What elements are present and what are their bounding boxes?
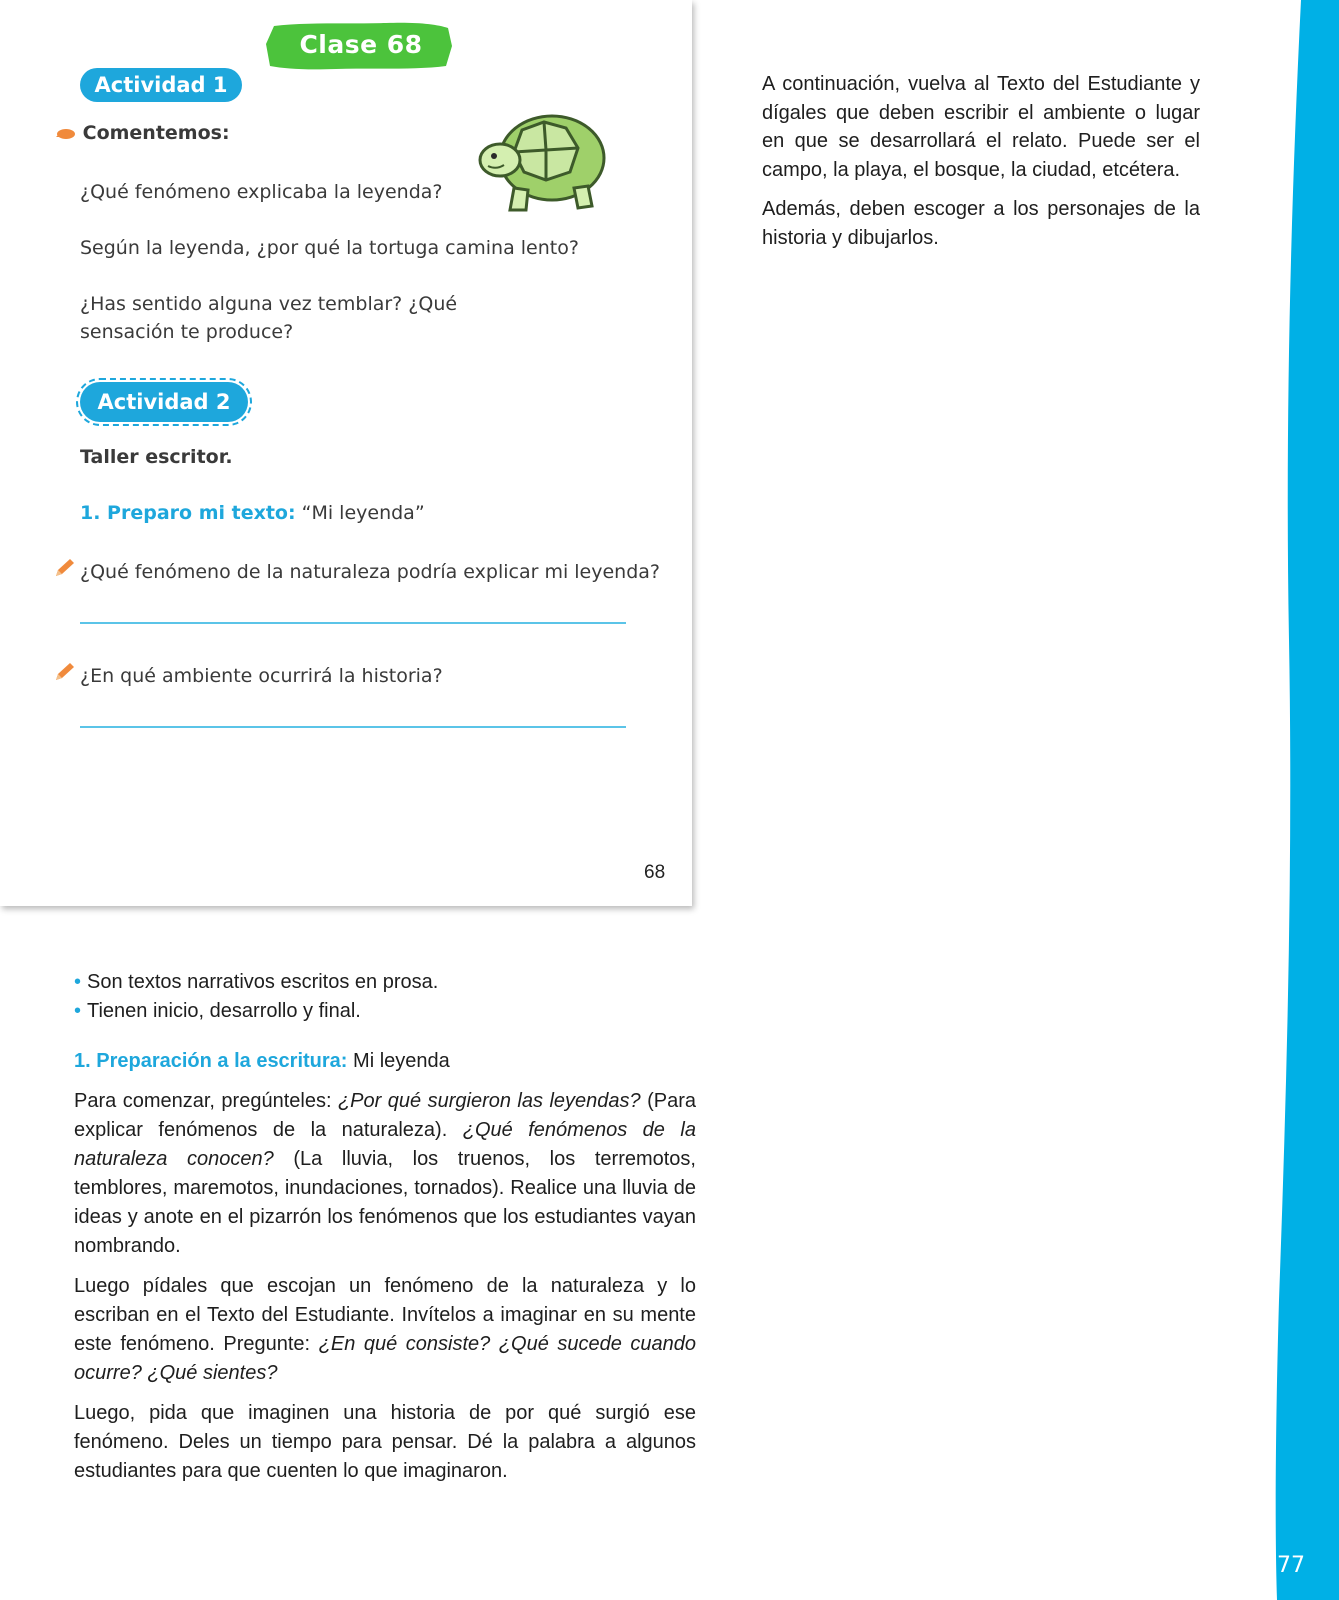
clase-banner xyxy=(266,20,456,72)
preparo-number: 1. Preparo mi texto: xyxy=(80,502,296,524)
pencil-icon xyxy=(52,556,76,580)
side-color-band xyxy=(1239,0,1339,1600)
clase-label: Clase 68 xyxy=(299,30,423,59)
lower-column-text xyxy=(74,968,696,1497)
preparo-title: “Mi leyenda” xyxy=(301,502,425,524)
speech-bubble-icon xyxy=(52,127,76,141)
question-3: ¿Has sentido alguna vez temblar? ¿Qué sensación te produce? xyxy=(80,293,458,343)
section-heading xyxy=(74,1047,696,1076)
student-page-thumbnail xyxy=(0,0,692,906)
taller-heading: Taller escritor. xyxy=(80,446,233,468)
page-number: 277 xyxy=(1263,1553,1305,1578)
student-page-number: 68 xyxy=(644,862,666,883)
paragraph-1: Para comenzar, pregúnteles: ¿Por qué surgieron las leyendas? (Para explicar fenómenos de la naturaleza). ¿Qué fenómenos de la naturaleza conocen? (La lluvia, los truenos, los terremotos, temblores, maremotos, inundaciones, tornados). Realice una lluvia de ideas y anote en el pizarrón los fenómenos que los estudiantes vayan nombrando. xyxy=(74,1090,697,1257)
right-paragraph-1: A continuación, vuelva al Texto del Estudiante y dígales que deben escribir el ambiente o lugar en que se desarrollará el relato. Puede ser el campo, la playa, el bosque, la ciudad, etcétera. xyxy=(762,73,1200,181)
paragraph-3: Luego, pida que imaginen una historia de por qué surgió ese fenómeno. Deles un tiempo para pensar. Dé la palabra a algunos estudiantes para que cuenten lo que imaginaron. xyxy=(74,1402,696,1482)
question-5: ¿En qué ambiente ocurrirá la historia? xyxy=(80,665,443,687)
answer-line-1 xyxy=(80,622,626,624)
section-number: 1. Preparación a la escritura: xyxy=(74,1050,348,1072)
actividad-1-badge: Actividad 1 xyxy=(80,68,242,102)
list-item: • Tienen inicio, desarrollo y final. xyxy=(74,1000,361,1022)
paragraph-2: Luego pídales que escojan un fenómeno de la naturaleza y lo escriban en el Texto del Estudiante. Invítelos a imaginar en su mente este fenómeno. Pregunte: ¿En qué consiste? ¿Qué sucede cuando ocurre? ¿Qué sientes? xyxy=(74,1275,696,1384)
features-list xyxy=(74,968,696,1026)
question-2: Según la leyenda, ¿por qué la tortuga camina lento? xyxy=(80,237,579,259)
comentemos-label: Comentemos: xyxy=(82,122,230,144)
preparo-heading xyxy=(80,502,425,524)
actividad-2-badge: Actividad 2 xyxy=(80,382,248,422)
right-paragraph-2: Además, deben escoger a los personajes de la historia y dibujarlos. xyxy=(762,198,1200,249)
pencil-icon xyxy=(52,660,76,684)
question-1: ¿Qué fenómeno explicaba la leyenda? xyxy=(80,181,443,203)
question-4: ¿Qué fenómeno de la naturaleza podría explicar mi leyenda? xyxy=(80,561,661,583)
list-item: • Son textos narrativos escritos en prosa. xyxy=(74,971,439,993)
right-column-text xyxy=(762,70,1200,263)
section-title: Mi leyenda xyxy=(353,1050,450,1072)
tortoise-illustration xyxy=(474,100,614,220)
comentemos-heading xyxy=(52,122,230,144)
answer-line-2 xyxy=(80,726,626,728)
